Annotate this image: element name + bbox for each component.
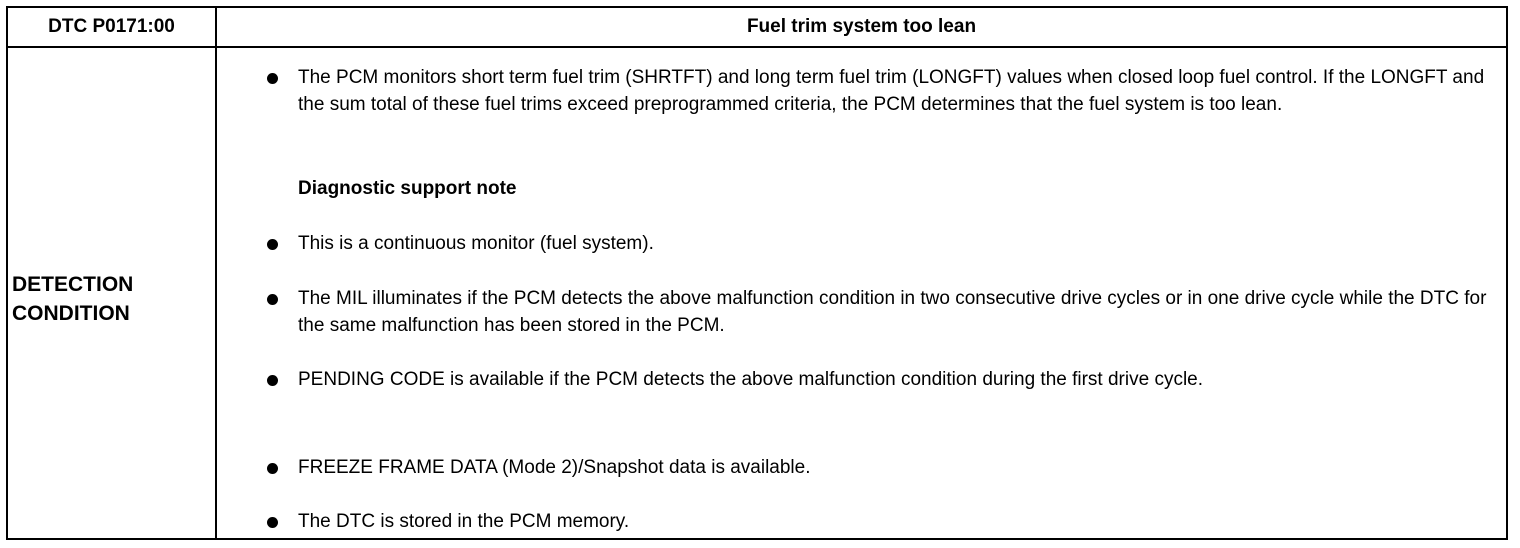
list-item-text: The DTC is stored in the PCM memory.	[298, 511, 630, 532]
bullet-icon	[267, 517, 278, 528]
list-item-text: The MIL illuminates if the PCM detects the above malfunction condition in two consecutive drive cycles or in one drive cycle while the DTC for the same malfunction has been stored in the PCM.	[298, 288, 1487, 336]
list-item	[298, 366, 1488, 393]
dtc-code: DTC P0171:00	[48, 16, 175, 37]
diagnostic-support-note-heading: Diagnostic support note	[298, 178, 517, 199]
dtc-table	[6, 6, 1508, 540]
detection-condition-label	[12, 270, 212, 328]
bullet-icon	[267, 239, 278, 250]
list-item	[298, 508, 1488, 535]
bullet-icon	[267, 375, 278, 386]
list-item-text: FREEZE FRAME DATA (Mode 2)/Snapshot data is available.	[298, 457, 811, 478]
list-item-text: PENDING CODE is available if the PCM detects the above malfunction condition during the first drive cycle.	[298, 369, 1204, 390]
table-header-row	[8, 8, 1506, 48]
list-item-text: The PCM monitors short term fuel trim (SHRTFT) and long term fuel trim (LONGFT) values when closed loop fuel control. If the LONGFT and the sum total of these fuel trims exceed preprogrammed criteria, the PCM determines that the fuel system is too lean.	[298, 67, 1485, 115]
label-line-2: CONDITION	[12, 302, 130, 325]
bullet-icon	[267, 463, 278, 474]
column-divider	[215, 8, 217, 538]
list-item	[298, 230, 1488, 257]
label-line-1: DETECTION	[12, 273, 134, 296]
list-item	[298, 285, 1488, 339]
bullet-icon	[267, 294, 278, 305]
list-item	[298, 454, 1488, 481]
list-item-text: This is a continuous monitor (fuel system).	[298, 233, 654, 254]
list-item	[298, 64, 1488, 118]
dtc-title: Fuel trim system too lean	[746, 16, 977, 37]
bullet-icon	[267, 73, 278, 84]
